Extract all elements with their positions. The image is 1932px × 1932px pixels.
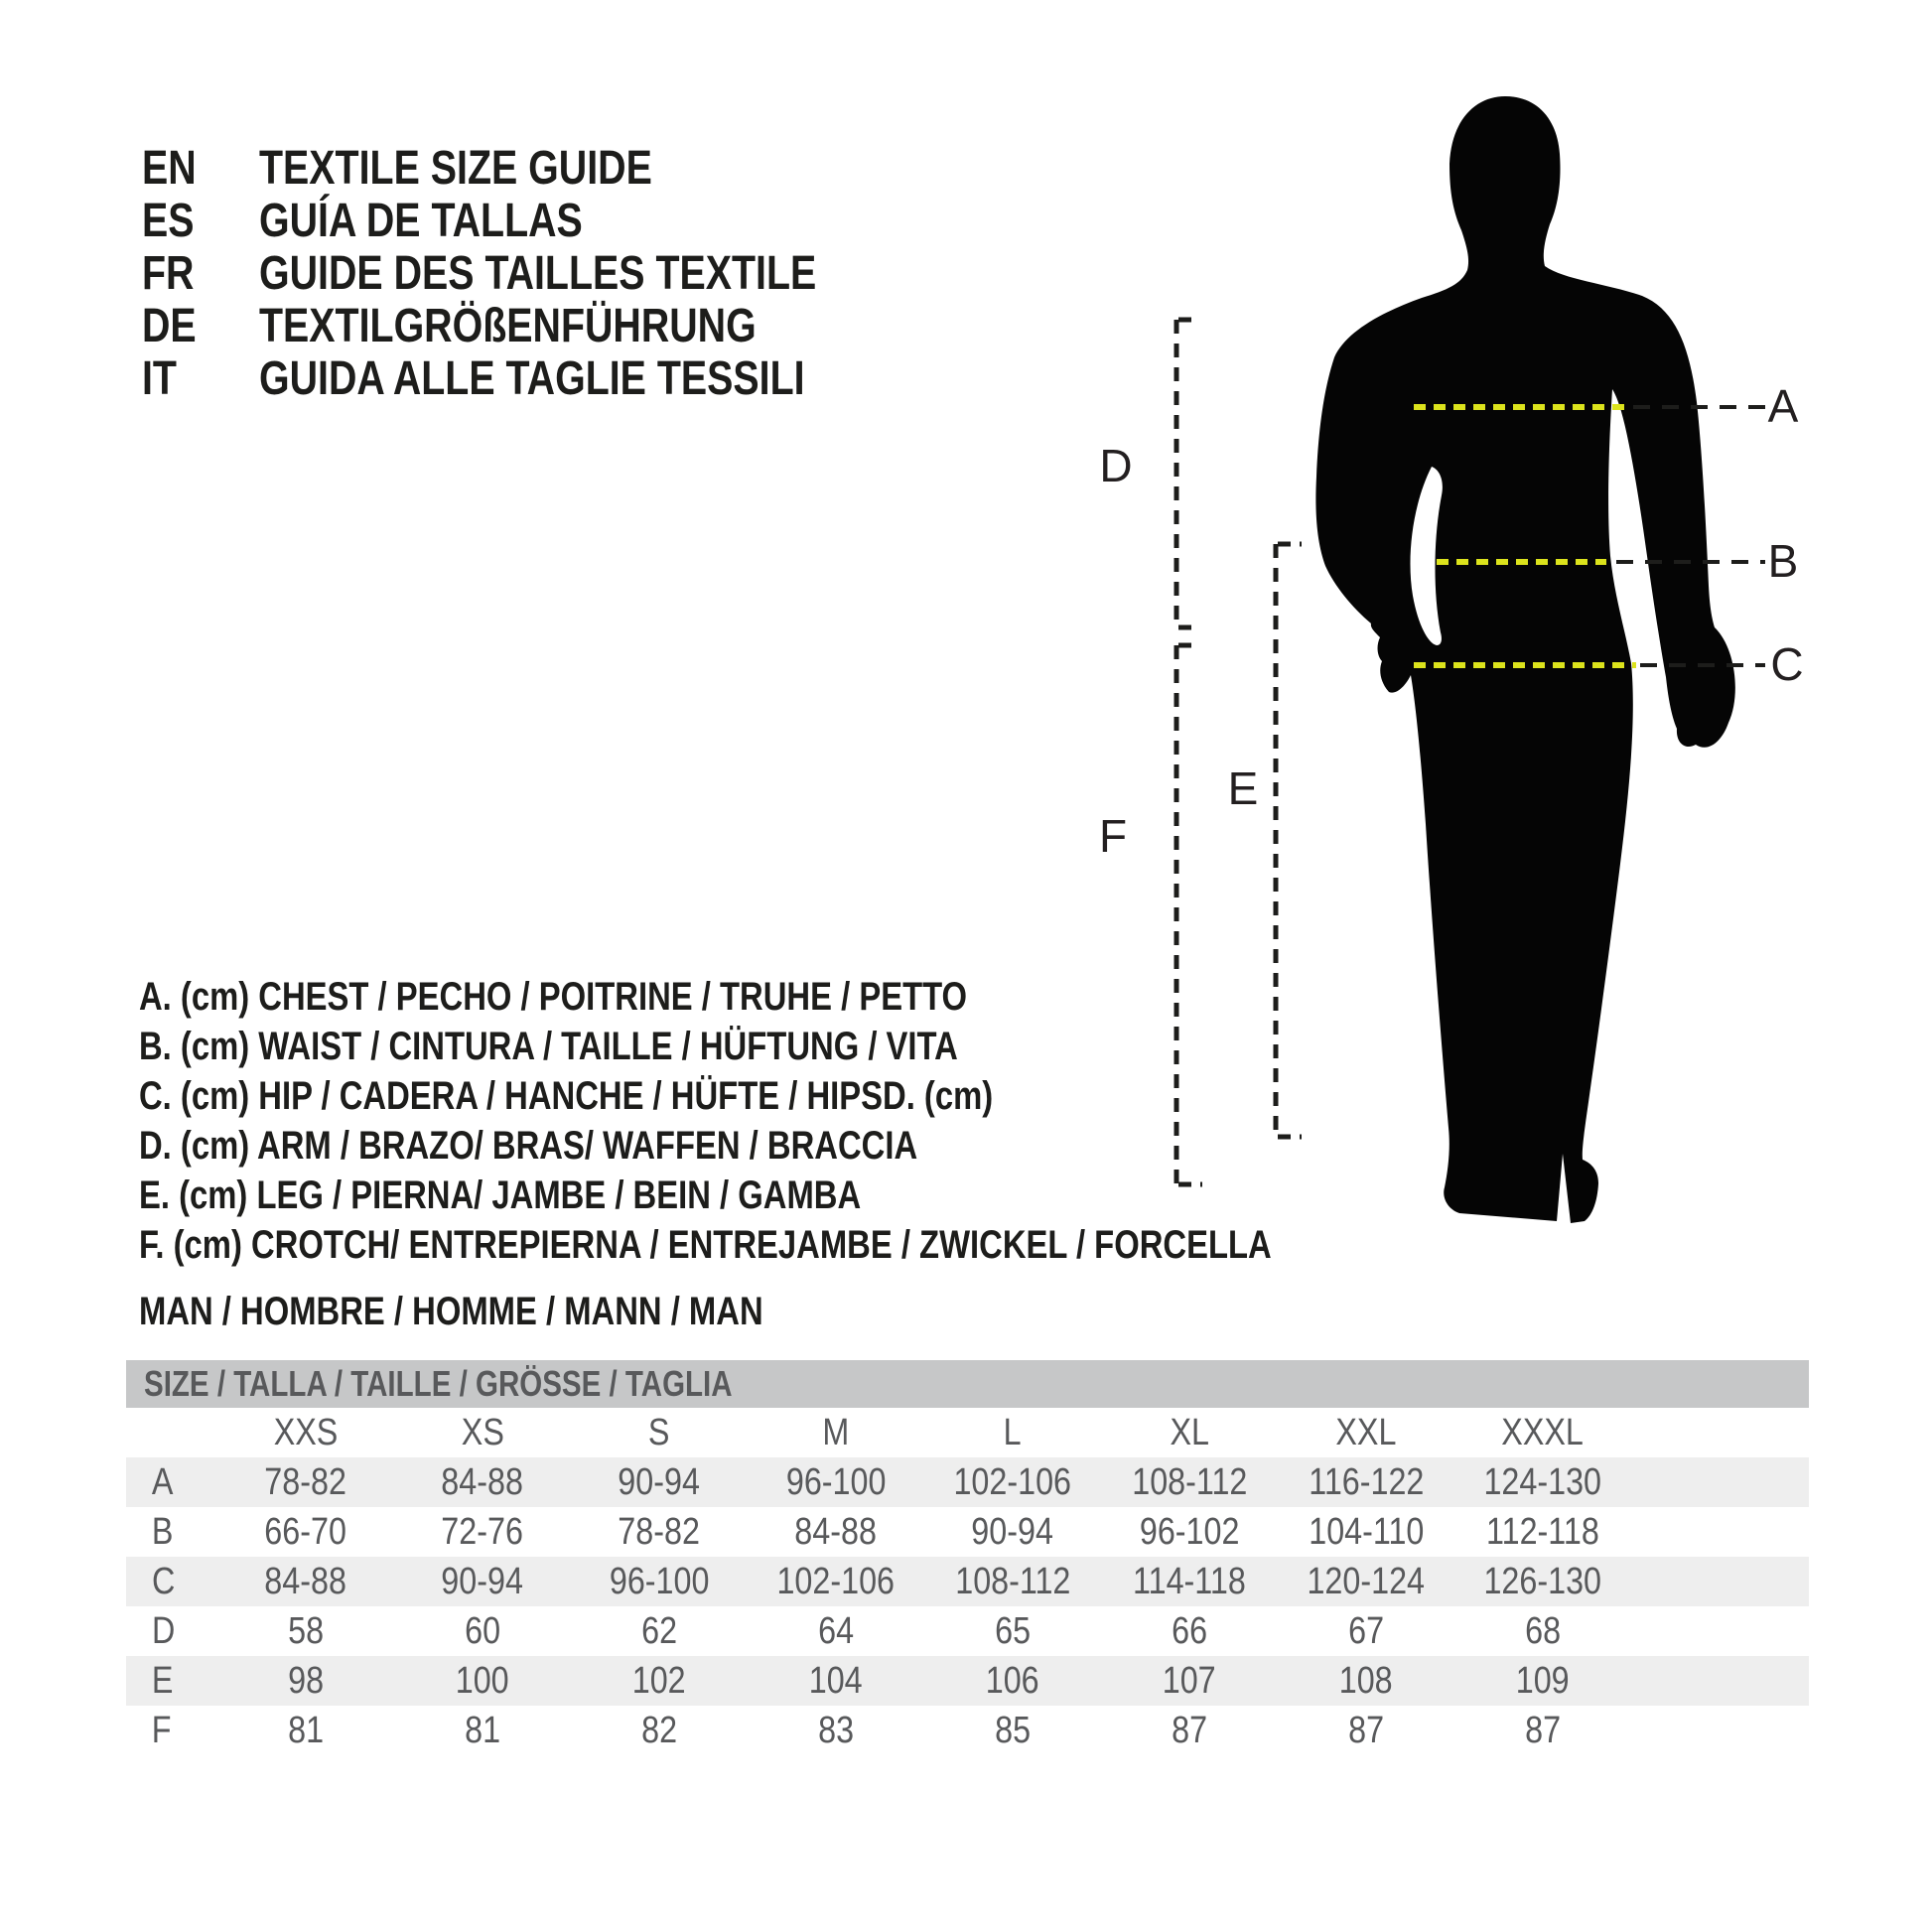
size-cell: 100 <box>456 1659 509 1702</box>
size-cell: 126-130 <box>1483 1560 1602 1602</box>
size-cell: 87 <box>1172 1709 1207 1751</box>
size-col-header: XL <box>1170 1411 1209 1453</box>
size-cell: 62 <box>641 1609 677 1652</box>
chest-label: A <box>1767 380 1799 432</box>
table-row <box>126 1656 1809 1706</box>
size-cell: 84-88 <box>441 1460 524 1503</box>
size-cell: 84-88 <box>794 1510 878 1553</box>
size-cell: 102-106 <box>953 1460 1072 1503</box>
measurement-line: F. (cm) CROTCH/ ENTREPIERNA / ENTREJAMBE / ZWICKEL / FORCELLA <box>139 1223 1272 1267</box>
table-header: SIZE / TALLA / TAILLE / GRÖSSE / TAGLIA <box>126 1360 1809 1408</box>
table-row <box>126 1706 1809 1755</box>
size-cell: 112-118 <box>1486 1510 1599 1553</box>
language-code: IT <box>142 352 177 405</box>
man-silhouette <box>1315 96 1734 1223</box>
language-title: GUIDA ALLE TAGLIE TESSILI <box>259 352 805 405</box>
row-label: B <box>151 1510 174 1553</box>
size-cell: 114-118 <box>1133 1560 1246 1602</box>
size-cell: 96-100 <box>785 1460 887 1503</box>
size-cell: 96-102 <box>1139 1510 1240 1553</box>
table-row <box>126 1606 1809 1656</box>
language-code: ES <box>142 195 195 247</box>
row-label: D <box>152 1609 176 1652</box>
size-cell: 64 <box>818 1609 854 1652</box>
size-cell: 85 <box>995 1709 1031 1751</box>
size-cell: 104-110 <box>1308 1510 1425 1553</box>
language-title: GUIDE DES TAILLES TEXTILE <box>259 247 817 300</box>
size-cell: 58 <box>288 1609 324 1652</box>
table-row <box>126 1557 1809 1606</box>
table-row <box>126 1507 1809 1557</box>
size-cell: 98 <box>288 1659 324 1702</box>
language-title: TEXTILGRÖßENFÜHRUNG <box>259 300 757 352</box>
table-row <box>126 1457 1809 1507</box>
size-col-header: L <box>1004 1411 1022 1453</box>
size-cell: 109 <box>1516 1659 1570 1702</box>
size-cell: 65 <box>995 1609 1031 1652</box>
crotch-label: F <box>1098 810 1128 862</box>
size-cell: 83 <box>818 1709 854 1751</box>
size-col-header: XXL <box>1335 1411 1397 1453</box>
size-cell: 87 <box>1348 1709 1384 1751</box>
size-col-header: XXS <box>273 1411 339 1453</box>
size-cell: 90-94 <box>441 1560 524 1602</box>
size-cell: 68 <box>1525 1609 1561 1652</box>
size-cell: 106 <box>986 1659 1039 1702</box>
size-table <box>126 1360 1809 1755</box>
size-col-header: S <box>648 1411 670 1453</box>
measurement-line: C. (cm) HIP / CADERA / HANCHE / HÜFTE / HIPSD. (cm) <box>139 1074 994 1118</box>
measurement-line: A. (cm) CHEST / PECHO / POITRINE / TRUHE / PETTO <box>139 975 968 1019</box>
size-cell: 87 <box>1525 1709 1561 1751</box>
size-cell: 84-88 <box>264 1560 347 1602</box>
size-cell: 81 <box>465 1709 500 1751</box>
leg-label: E <box>1227 762 1259 814</box>
size-cell: 66 <box>1172 1609 1207 1652</box>
arm-label: D <box>1099 440 1133 491</box>
row-label: F <box>151 1709 172 1751</box>
size-cell: 90-94 <box>971 1510 1054 1553</box>
size-header-row <box>126 1408 1809 1457</box>
size-cell: 66-70 <box>264 1510 347 1553</box>
row-label: C <box>152 1560 176 1602</box>
size-col-header: M <box>822 1411 850 1453</box>
size-cell: 116-122 <box>1308 1460 1425 1503</box>
size-cell: 90-94 <box>618 1460 701 1503</box>
measurement-line: D. (cm) ARM / BRAZO/ BRAS/ WAFFEN / BRACCIA <box>139 1124 918 1168</box>
size-cell: 78-82 <box>618 1510 701 1553</box>
size-cell: 81 <box>288 1709 324 1751</box>
size-cell: 60 <box>465 1609 500 1652</box>
size-col-header: XS <box>461 1411 504 1453</box>
size-cell: 124-130 <box>1483 1460 1602 1503</box>
language-code: DE <box>142 300 197 352</box>
size-cell: 82 <box>641 1709 677 1751</box>
size-cell: 102 <box>632 1659 686 1702</box>
size-cell: 108 <box>1339 1659 1393 1702</box>
measurement-line: E. (cm) LEG / PIERNA/ JAMBE / BEIN / GAMBA <box>139 1173 862 1217</box>
size-cell: 67 <box>1348 1609 1384 1652</box>
size-cell: 78-82 <box>264 1460 347 1503</box>
category-line: MAN / HOMBRE / HOMME / MANN / MAN <box>139 1290 763 1333</box>
size-cell: 108-112 <box>954 1560 1071 1602</box>
size-cell: 107 <box>1163 1659 1216 1702</box>
language-title: GUÍA DE TALLAS <box>259 195 583 247</box>
row-label: A <box>151 1460 174 1503</box>
measurement-line: B. (cm) WAIST / CINTURA / TAILLE / HÜFTUNG / VITA <box>139 1025 958 1068</box>
size-cell: 102-106 <box>776 1560 896 1602</box>
size-cell: 72-76 <box>441 1510 524 1553</box>
size-cell: 120-124 <box>1307 1560 1426 1602</box>
hip-label: C <box>1770 638 1804 690</box>
language-code: FR <box>142 247 195 300</box>
language-code: EN <box>142 142 197 195</box>
size-cell: 96-100 <box>609 1560 710 1602</box>
size-cell: 108-112 <box>1131 1460 1248 1503</box>
row-label: E <box>151 1659 174 1702</box>
size-col-header: XXXL <box>1501 1411 1585 1453</box>
language-title: TEXTILE SIZE GUIDE <box>259 142 652 195</box>
waist-label: B <box>1767 535 1799 587</box>
size-cell: 104 <box>809 1659 863 1702</box>
